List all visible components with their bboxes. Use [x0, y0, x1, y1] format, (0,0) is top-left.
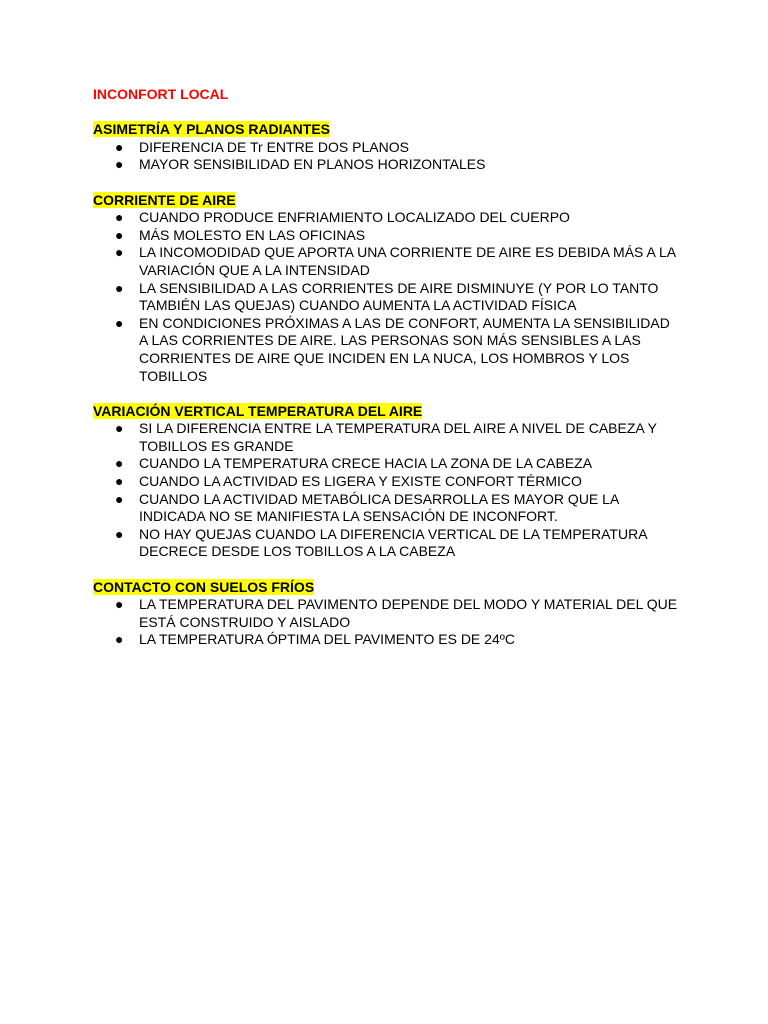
list-item — [93, 526, 679, 561]
list-item-text: CUANDO LA ACTIVIDAD METABÓLICA DESARROLLA ES MAYOR QUE LA INDICADA NO SE MANIFIESTA LA SENSACIÓN DE INCONFORT. — [139, 490, 619, 525]
bullet-icon: ● — [115, 631, 124, 648]
bullet-icon: ● — [115, 279, 124, 296]
bullet-icon: ● — [115, 156, 124, 173]
list-item — [93, 491, 679, 526]
list-item-text: EN CONDICIONES PRÓXIMAS A LAS DE CONFORT, AUMENTA LA SENSIBILIDAD A LAS CORRIENTES DE AIRE. LAS PERSONAS SON MÁS SENSIBLES A LAS CORRIENTES DE AIRE QUE INCIDEN EN LA NUCA, LOS HOMBROS Y LOS TOBILLOS — [139, 314, 670, 384]
list-item — [93, 244, 679, 279]
list-item — [93, 420, 679, 455]
bullet-icon: ● — [115, 209, 124, 226]
bullet-icon: ● — [115, 138, 124, 155]
bullet-icon: ● — [115, 420, 124, 437]
bullet-icon: ● — [115, 596, 124, 613]
section-heading — [93, 121, 693, 139]
bullet-icon: ● — [115, 455, 124, 472]
document-page — [93, 86, 693, 667]
section — [93, 579, 693, 649]
list-item-text: LA TEMPERATURA ÓPTIMA DEL PAVIMENTO ES DE 24ºC — [139, 631, 515, 648]
bullet-list — [93, 420, 693, 561]
list-item-text: CUANDO LA TEMPERATURA CRECE HACIA LA ZONA DE LA CABEZA — [139, 455, 593, 472]
list-item — [93, 455, 679, 473]
bullet-icon: ● — [115, 525, 124, 542]
bullet-list — [93, 139, 693, 174]
bullet-icon: ● — [115, 473, 124, 490]
section-heading-text: CORRIENTE DE AIRE — [93, 191, 236, 208]
list-item-text: NO HAY QUEJAS CUANDO LA DIFERENCIA VERTICAL DE LA TEMPERATURA DECRECE DESDE LOS TOBILLOS A LA CABEZA — [139, 525, 647, 560]
list-item-text: LA INCOMODIDAD QUE APORTA UNA CORRIENTE DE AIRE ES DEBIDA MÁS A LA VARIACIÓN QUE A LA INTENSIDAD — [139, 244, 676, 278]
list-item — [93, 280, 679, 315]
list-item-text: SI LA DIFERENCIA ENTRE LA TEMPERATURA DEL AIRE A NIVEL DE CABEZA Y TOBILLOS ES GRANDE — [139, 420, 657, 454]
document-title: INCONFORT LOCAL — [93, 86, 229, 102]
bullet-icon: ● — [115, 226, 124, 243]
list-item-text: DIFERENCIA DE Tr ENTRE DOS PLANOS — [139, 138, 409, 155]
section-heading — [93, 192, 693, 210]
section-heading — [93, 579, 693, 597]
list-item — [93, 596, 679, 631]
section-heading-text: CONTACTO CON SUELOS FRÍOS — [93, 578, 315, 595]
bullet-list — [93, 209, 693, 385]
bullet-icon: ● — [115, 244, 124, 261]
list-item — [93, 156, 679, 174]
bullet-list — [93, 596, 693, 649]
list-item — [93, 315, 679, 385]
list-item — [93, 473, 679, 491]
list-item-text: CUANDO PRODUCE ENFRIAMIENTO LOCALIZADO DEL CUERPO — [139, 209, 570, 226]
list-item — [93, 209, 679, 227]
list-item-text: MAYOR SENSIBILIDAD EN PLANOS HORIZONTALES — [139, 156, 486, 173]
section-heading-text: ASIMETRÍA Y PLANOS RADIANTES — [93, 121, 330, 138]
bullet-icon: ● — [115, 490, 124, 507]
bullet-icon: ● — [115, 314, 124, 331]
list-item-text: LA SENSIBILIDAD A LAS CORRIENTES DE AIRE DISMINUYE (Y POR LO TANTO TAMBIÉN LAS QUEJAS) CUANDO AUMENTA LA ACTIVIDAD FÍSICA — [139, 279, 659, 314]
sections-container — [93, 121, 693, 649]
list-item — [93, 631, 679, 649]
list-item — [93, 139, 679, 157]
list-item-text: MÁS MOLESTO EN LAS OFICINAS — [139, 226, 366, 243]
section-heading-text: VARIACIÓN VERTICAL TEMPERATURA DEL AIRE — [93, 402, 423, 419]
section — [93, 192, 693, 386]
section-heading — [93, 403, 693, 421]
section — [93, 121, 693, 174]
section — [93, 403, 693, 561]
list-item-text: CUANDO LA ACTIVIDAD ES LIGERA Y EXISTE CONFORT TÉRMICO — [139, 473, 582, 490]
list-item — [93, 227, 679, 245]
list-item-text: LA TEMPERATURA DEL PAVIMENTO DEPENDE DEL MODO Y MATERIAL DEL QUE ESTÁ CONSTRUIDO Y AISLADO — [139, 596, 678, 630]
